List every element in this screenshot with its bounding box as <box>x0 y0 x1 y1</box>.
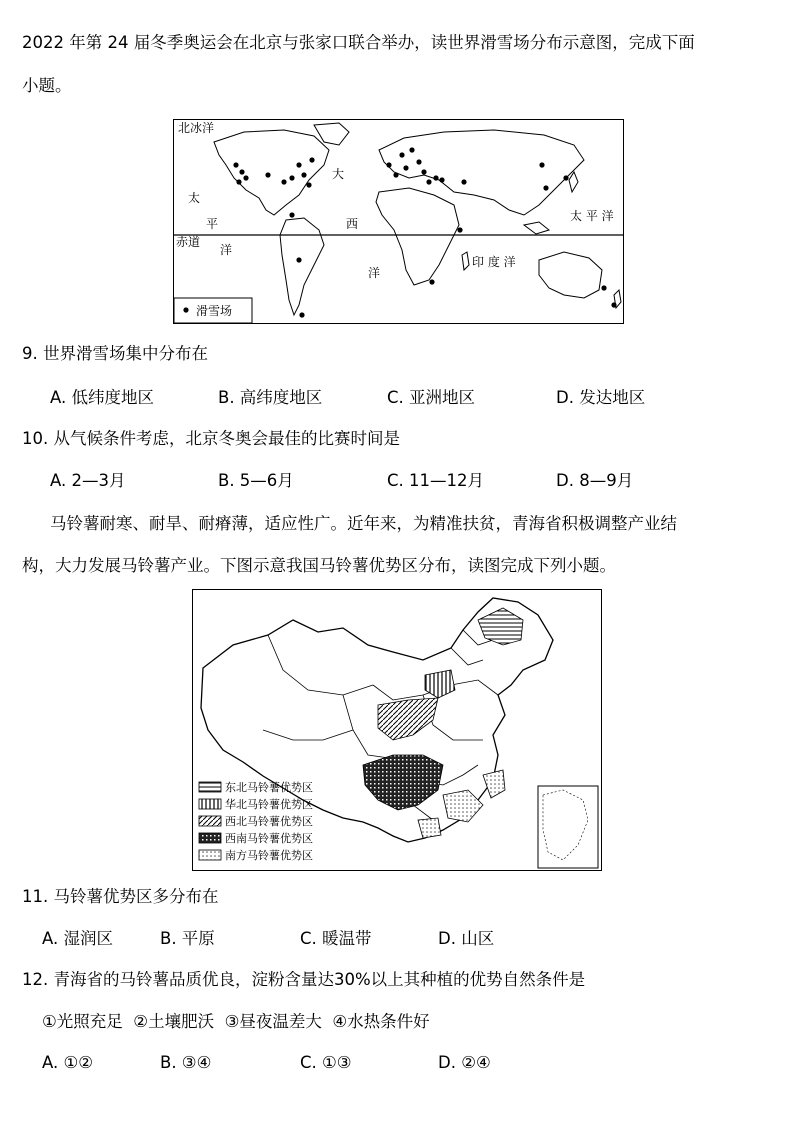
madagascar <box>462 252 469 270</box>
q10-stem: 10. 从气候条件考虑，北京冬奥会最佳的比赛时间是 <box>22 429 400 448</box>
q12-conditions: ①光照充足 ②土壤肥沃 ③昼夜温差大 ④水热条件好 <box>42 1012 430 1031</box>
legend-swatch-northeast <box>199 782 221 792</box>
legend-northeast: 东北马铃薯优势区 <box>225 781 313 794</box>
q12-option-b: B. ③④ <box>160 1053 212 1072</box>
legend-northwest: 西北马铃薯优势区 <box>225 815 313 828</box>
label-tai: 太 <box>188 191 201 205</box>
south-china-sea-inset <box>538 786 598 868</box>
eurasia <box>379 130 584 215</box>
q10-option-d: D. 8—9月 <box>556 471 634 490</box>
legend-swatch-northwest <box>199 816 221 826</box>
q12-option-d: D. ②④ <box>438 1053 491 1072</box>
japan <box>569 172 578 192</box>
q9-option-c: C. 亚洲地区 <box>387 388 476 407</box>
intro-line-2: 小题。 <box>22 76 72 95</box>
south-america <box>280 218 324 315</box>
china-map-svg <box>193 590 601 870</box>
china-map-legend <box>199 780 313 862</box>
label-arctic: 北冰洋 <box>178 121 215 135</box>
label-xi: 西 <box>346 217 359 231</box>
label-indian-ocean: 印 度 洋 <box>472 255 516 269</box>
passage2-line-1: 马铃薯耐寒、耐旱、耐瘠薄，适应性广。近年来，为精准扶贫，青海省积极调整产业结 <box>50 514 677 533</box>
legend-ski-label: 滑雪场 <box>196 304 233 318</box>
legend-southwest: 西南马铃薯优势区 <box>225 832 313 845</box>
greenland <box>314 123 349 145</box>
label-equator: 赤道 <box>176 235 201 249</box>
se-asia-islands <box>524 222 549 234</box>
q10-option-c: C. 11—12月 <box>387 471 485 490</box>
label-da: 大 <box>332 167 345 181</box>
label-yang-mid: 洋 <box>368 266 381 280</box>
q9-option-a: A. 低纬度地区 <box>50 388 154 407</box>
region-south-2 <box>483 770 505 798</box>
label-pacific-right: 太 平 洋 <box>570 209 614 223</box>
intro-line-1: 2022 年第 24 届冬季奥运会在北京与张家口联合举办，读世界滑雪场分布示意图，完成下面 <box>22 33 695 52</box>
q11-option-d: D. 山区 <box>438 929 495 948</box>
passage2-line-2: 构，大力发展马铃薯产业。下图示意我国马铃薯优势区分布，读图完成下列小题。 <box>22 556 616 575</box>
world-map-svg <box>174 120 623 323</box>
q9-option-b: B. 高纬度地区 <box>218 388 323 407</box>
q10-option-a: A. 2—3月 <box>50 471 126 490</box>
legend-swatch-south <box>199 850 221 860</box>
q12-option-c: C. ①③ <box>300 1053 352 1072</box>
q12-option-a: A. ①② <box>42 1053 94 1072</box>
q9-stem: 9. 世界滑雪场集中分布在 <box>22 344 208 363</box>
q11-stem: 11. 马铃薯优势区多分布在 <box>22 887 219 906</box>
q12-stem: 12. 青海省的马铃薯品质优良，淀粉含量达30%以上其种植的优势自然条件是 <box>22 970 586 989</box>
q11-option-c: C. 暖温带 <box>300 929 372 948</box>
legend-dot-icon <box>183 307 188 312</box>
africa <box>376 188 459 285</box>
ski-resort-dots <box>233 147 616 317</box>
label-yang-left: 洋 <box>220 243 233 257</box>
north-america <box>214 130 329 215</box>
label-ping: 平 <box>206 217 219 231</box>
legend-south: 南方马铃薯优势区 <box>225 849 313 862</box>
q11-option-a: A. 湿润区 <box>42 929 113 948</box>
world-ski-map <box>173 119 624 324</box>
q10-option-b: B. 5—6月 <box>218 471 294 490</box>
legend-swatch-southwest <box>199 833 221 843</box>
legend-swatch-north <box>199 799 221 809</box>
china-potato-map <box>192 589 602 871</box>
legend-north: 华北马铃薯优势区 <box>225 798 313 811</box>
q9-option-d: D. 发达地区 <box>556 388 646 407</box>
australia <box>539 252 602 298</box>
q11-option-b: B. 平原 <box>160 929 215 948</box>
